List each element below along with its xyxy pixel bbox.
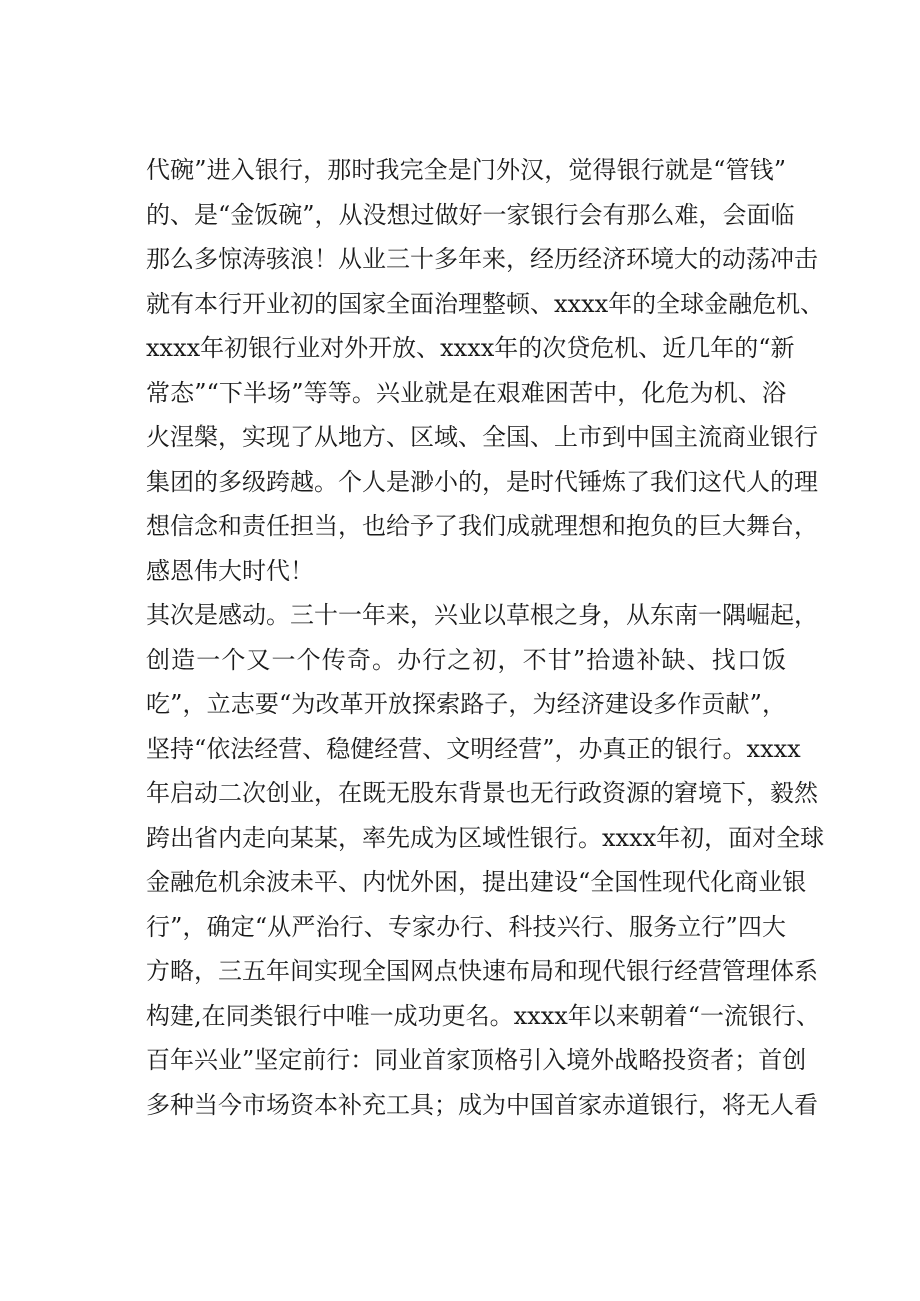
text-line: 就有本行开业初的国家全面治理整顿、xxxx年的全球金融危机、 xyxy=(146,289,825,318)
text-line: 方略，三五年间实现全国网点快速布局和现代银行经营管理体系 xyxy=(146,957,818,985)
text-line: 的、是“金饭碗”，从没想过做好一家银行会有那么难，会面临 xyxy=(146,200,795,229)
text-line: 金融危机余波未平、内忧外困，提出建设“全国性现代化商业银 xyxy=(146,868,807,896)
text-line: 那么多惊涛骇浪！从业三十多年来，经历经济环境大的动荡冲击 xyxy=(146,245,818,273)
text-line: 其次是感动。三十一年来，兴业以草根之身，从东南一隅崛起， xyxy=(146,601,818,629)
text-line: 创造一个又一个传奇。办行之初，不甘”拾遗补缺、找口饭 xyxy=(146,645,786,674)
text-line: 集团的多级跨越。个人是渺小的，是时代锤炼了我们这代人的理 xyxy=(146,467,818,496)
text-line: 坚持“依法经营、稳健经营、文明经营”，办真正的银行。xxxx xyxy=(146,734,801,763)
text-line: xxxx年初银行业对外开放、xxxx年的次贷危机、近几年的“新 xyxy=(146,334,795,362)
text-line: 吃”，立志要“为改革开放探索路子，为经济建设多作贡献”， xyxy=(146,690,786,718)
text-line: 代碗”进入银行，那时我完全是门外汉，觉得银行就是“管钱” xyxy=(146,156,786,184)
text-line: 多种当今市场资本补充工具；成为中国首家赤道银行，将无人看 xyxy=(146,1090,818,1119)
text-line: 常态”“下半场”等等。兴业就是在艰难困苦中，化危为机、浴 xyxy=(146,378,786,407)
text-line: 百年兴业”坚定前行：同业首家顶格引入境外战略投资者；首创 xyxy=(146,1046,807,1074)
text-line: 火涅槃，实现了从地方、区域、全国、上市到中国主流商业银行 xyxy=(146,423,818,451)
text-line: 想信念和责任担当，也给予了我们成就理想和抱负的巨大舞台， xyxy=(146,512,818,540)
paragraph-end-line: 感恩伟大时代！ xyxy=(146,556,314,585)
text-line: 跨出省内走向某某，率先成为区域性银行。xxxx年初，面对全球 xyxy=(146,823,825,852)
body-text xyxy=(146,148,825,1127)
text-line: 行”，确定“从严治行、专家办行、科技兴行、服务立行”四大 xyxy=(146,912,786,941)
text-line: 年启动二次创业，在既无股东背景也无行政资源的窘境下，毅然 xyxy=(146,779,818,807)
text-line: 构建,在同类银行中唯一成功更名。xxxx年以来朝着“一流银行、 xyxy=(146,1001,821,1030)
